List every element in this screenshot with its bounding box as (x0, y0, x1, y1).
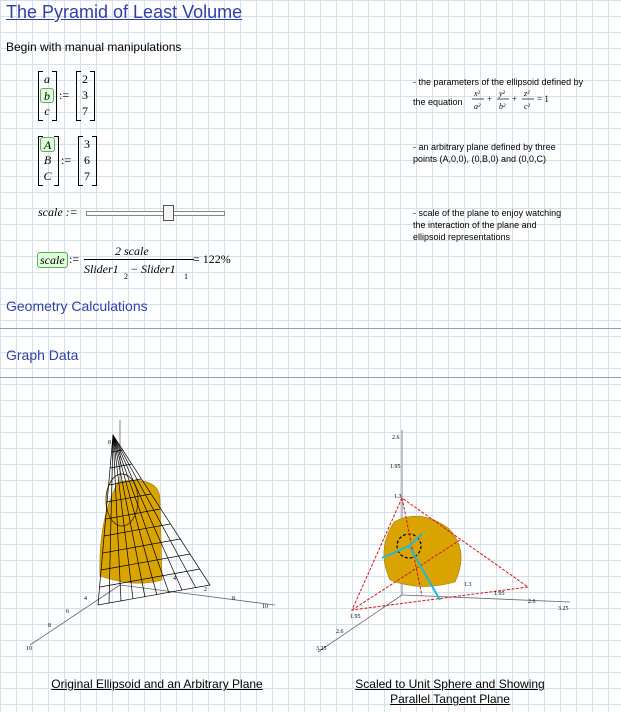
tick-label: 4 (173, 576, 176, 582)
matrix-value[interactable]: 7 (84, 169, 90, 183)
slider-ref: Slider1 (84, 262, 119, 276)
scale-result: = 122% (193, 252, 231, 266)
tick-label: 2.6 (392, 435, 400, 441)
matrix-cell: C (43, 169, 52, 183)
plot-original[interactable] (20, 400, 290, 660)
tick-label: 2 (204, 587, 207, 593)
section-divider (0, 328, 621, 329)
tick-label: 3.25 (316, 646, 327, 652)
intro-text: Begin with manual manipulations (6, 40, 182, 54)
tick-label: 1.3 (394, 494, 402, 500)
section-divider (0, 377, 621, 378)
eq-equals: = 1 (537, 94, 549, 104)
assign-operator: := (69, 252, 80, 266)
tick-label: 1.95 (390, 464, 401, 470)
tick-label: 10 (26, 646, 32, 652)
tick-label: 2.6 (336, 629, 344, 635)
note-plane: - an arbitrary plane defined by three (413, 142, 556, 152)
section-geometry[interactable]: Geometry Calculations (6, 298, 148, 314)
tick-label: 8 (48, 623, 51, 629)
tick-label: 2.6 (528, 599, 536, 605)
subscript: 1 (184, 272, 188, 281)
note-plane-points: points (A,0,0), (0,B,0) and (0,0,C) (413, 154, 547, 164)
eq-z: z² (524, 89, 530, 98)
scale-slider-track[interactable] (86, 211, 225, 216)
matrix-cell: c (44, 104, 50, 118)
eq-x: x² (474, 89, 480, 98)
note-equation-prefix: the equation (413, 97, 463, 107)
fraction-numerator: 2 scale (115, 244, 149, 258)
subscript: 2 (124, 272, 128, 281)
note-scale: the interaction of the plane and (413, 220, 537, 230)
tick-label: 1.95 (494, 591, 505, 597)
matrix-cell-selected[interactable]: A (40, 137, 55, 152)
eq-plus: + (512, 94, 518, 104)
tick-label: 4 (84, 596, 87, 602)
matrix-cell: a (44, 72, 50, 86)
tick-label: 8 (108, 440, 111, 446)
matrix-cell: B (43, 153, 52, 167)
page-title: The Pyramid of Least Volume (6, 2, 243, 22)
scale-slider-thumb[interactable] (163, 205, 174, 221)
note-scale: ellipsoid representations (413, 232, 511, 242)
scale-label: scale := (38, 205, 78, 219)
eq-y: y² (499, 89, 505, 98)
matrix-value[interactable]: 3 (84, 137, 90, 151)
note-ellipsoid: - the parameters of the ellipsoid defined by (413, 77, 584, 87)
assign-operator: := (59, 88, 70, 102)
caption-plot-original: Original Ellipsoid and an Arbitrary Plane (51, 677, 263, 691)
matrix-value[interactable]: 7 (82, 104, 88, 118)
note-scale: - scale of the plane to enjoy watching (413, 208, 562, 218)
matrix-value[interactable]: 2 (82, 72, 88, 86)
minus-operator: − (131, 262, 138, 276)
section-graph[interactable]: Graph Data (6, 347, 79, 363)
eq-a: a² (474, 102, 481, 111)
matrix-cell-selected[interactable]: b (40, 88, 54, 103)
caption-plot-scaled: Scaled to Unit Sphere and Showing (355, 677, 545, 691)
eq-c: c² (524, 102, 530, 111)
tick-label: 8 (232, 596, 235, 602)
assign-operator: := (61, 153, 72, 167)
tick-label: 10 (262, 604, 268, 610)
ellipsoid-equation (470, 86, 570, 116)
matrix-value[interactable]: 6 (84, 153, 90, 167)
tick-label: 6 (66, 609, 69, 615)
tick-label: 1.95 (350, 614, 361, 620)
slider-ref: Slider1 (141, 262, 176, 276)
matrix-value[interactable]: 3 (82, 88, 88, 102)
tick-label: 3.25 (558, 606, 569, 612)
plot-scaled[interactable] (310, 420, 580, 660)
tick-label: 1.3 (464, 582, 472, 588)
eq-plus: + (487, 94, 493, 104)
caption-plot-scaled-line2: Parallel Tangent Plane (390, 692, 510, 706)
eq-b: b² (499, 102, 506, 111)
scale-variable[interactable]: scale (37, 252, 68, 268)
fraction-bar (84, 259, 194, 260)
